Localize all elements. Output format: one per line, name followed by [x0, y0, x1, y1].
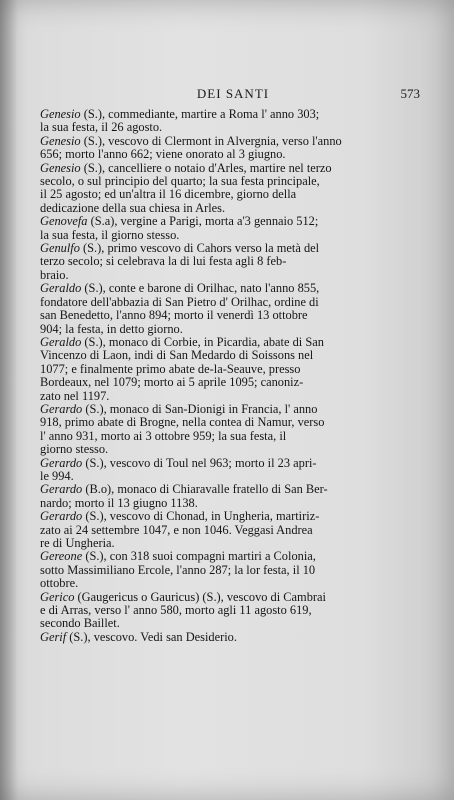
entry-heading: Gerico [40, 589, 75, 604]
entry-line [40, 388, 422, 403]
entry [40, 457, 422, 484]
entry-text: 1077; e finalmente primo abate de-la-Seauve, presso [40, 361, 301, 376]
entry [40, 336, 422, 403]
entry-heading: Genesio [40, 160, 81, 175]
entry-text: (B.o), monaco di Chiaravalle fratello di San Ber- [85, 482, 328, 497]
entry-line [40, 509, 422, 524]
entry-text: Vincenzo di Laon, indi di San Medardo di Soissons nel [40, 348, 314, 363]
entry-text: (S.), monaco di San-Dionigi in Francia, l' anno [85, 401, 318, 416]
entry-text: (S.), monaco di Corbie, in Picardia, abate di San [84, 334, 324, 349]
entry-line [40, 576, 422, 591]
entry-text: san Benedetto, l'anno 894; morto il venerdì 13 ottobre [40, 308, 308, 323]
entry-line [40, 455, 422, 470]
entry-text: (Gaugericus o Gauricus) (S.), vescovo di Cambrai [77, 589, 326, 604]
page-number: 573 [400, 86, 420, 101]
entry [40, 550, 422, 590]
entry-line [40, 267, 422, 282]
entry-line [40, 603, 422, 618]
entry [40, 510, 422, 550]
entry-heading: Gerardo [40, 482, 83, 497]
entry-text: l' anno 931, morto ai 3 ottobre 959; la sua festa, il [40, 428, 287, 443]
entry-heading: Gerif [40, 629, 67, 644]
entry [40, 215, 422, 242]
entry [40, 631, 422, 644]
entry-heading: Gerardo [40, 455, 83, 470]
entry-line [40, 428, 422, 443]
entry-heading: Genesio [40, 133, 81, 148]
entry-heading: Genulfo [40, 241, 80, 256]
entry-text: zato nel 1197. [40, 388, 110, 403]
entry-text: secolo, o sul principio del quarto; la sua festa principale, [40, 174, 320, 189]
entry-line [40, 348, 422, 363]
entry-text: ottobre. [40, 576, 79, 591]
entry-text: giorno stesso. [40, 442, 109, 457]
entry-heading: Geraldo [40, 281, 82, 296]
entry [40, 162, 422, 216]
entry-line [40, 629, 422, 644]
entry-text: (S.), vescovo di Toul nel 963; morto il 23 apri- [85, 455, 317, 470]
entry-line [40, 334, 422, 349]
entry-line [40, 133, 422, 148]
entry-heading: Gerardo [40, 401, 83, 416]
entry-text: Bordeaux, nel 1079; morto ai 5 aprile 1095; canoniz- [40, 375, 304, 390]
entry-text: re di Ungheria. [40, 536, 115, 550]
entry-line [40, 442, 422, 457]
entry-text: (S.), primo vescovo di Cahors verso la metà del [83, 241, 320, 256]
entry-text: (S.), vescovo di Clermont in Alvergnia, verso l'anno [83, 133, 342, 148]
entry-text: la sua festa, il 26 agosto. [40, 120, 163, 135]
entry [40, 483, 422, 510]
entry-text: fondatore dell'abbazia di San Pietro d' Orilhac, ordine di [40, 294, 319, 309]
entry-text: sotto Massimiliano Ercole, l'anno 287; la lor festa, il 10 [40, 562, 316, 577]
entry-text: braio. [40, 267, 69, 282]
entry-line [40, 120, 422, 135]
entry-text: (S.), vescovo di Chonad, in Ungheria, martiriz- [85, 509, 320, 524]
entry-heading: Geraldo [40, 334, 82, 349]
entry-text: (S.), con 318 suoi compagni martiri a Colonia, [85, 549, 316, 564]
entry-heading: Gereone [40, 549, 83, 564]
entries-list [40, 108, 422, 644]
entry-line [40, 214, 422, 229]
entry-text: il 25 agosto; ed un'altra il 16 dicembre, giorno della [40, 187, 297, 202]
entry-heading: Gerardo [40, 509, 83, 524]
entry [40, 282, 422, 336]
entry-line [40, 616, 422, 631]
entry [40, 135, 422, 162]
entry-text: (S.), vescovo. Vedi san Desiderio. [69, 629, 237, 644]
entry-heading: Genesio [40, 107, 81, 121]
entry-line [40, 375, 422, 390]
entry-text: 904; la festa, in detto giorno. [40, 321, 183, 336]
entry-line [40, 200, 422, 215]
entry-line [40, 536, 422, 550]
running-header [40, 86, 426, 102]
entry-line [40, 401, 422, 416]
entry [40, 242, 422, 282]
entry-line [40, 482, 422, 497]
entry-line [40, 227, 422, 242]
entry-text: le 994. [40, 468, 74, 483]
entry-text: la sua festa, il giorno stesso. [40, 227, 180, 242]
entry-text: 918, primo abate di Brogne, nella contea di Namur, verso [40, 415, 325, 430]
entry-line [40, 361, 422, 376]
entry [40, 403, 422, 457]
entry-line [40, 241, 422, 256]
entry [40, 591, 422, 631]
entry-line [40, 254, 422, 269]
entry-line [40, 468, 422, 483]
entry-line [40, 107, 422, 121]
entry-line [40, 415, 422, 430]
entry-line [40, 522, 422, 537]
entry-line [40, 187, 422, 202]
entry-text: 656; morto l'anno 662; viene onorato al 3 giugno. [40, 147, 286, 162]
entry-text: dedicazione della sua chiesa in Arles. [40, 200, 226, 215]
entry [40, 108, 422, 135]
entry-text: nardo; morto il 13 giugno 1138. [40, 495, 198, 510]
entry-line [40, 294, 422, 309]
entry-line [40, 160, 422, 175]
entry-text: (S.), cancelliere o notaio d'Arles, martire nel terzo [83, 160, 332, 175]
entry-line [40, 281, 422, 296]
entry-text: (S.), commediante, martire a Roma l' anno 303; [83, 107, 320, 121]
entry-text: secondo Baillet. [40, 616, 120, 631]
entry-line [40, 589, 422, 604]
entry-text: terzo secolo; si celebrava la di lui festa agli 8 feb- [40, 254, 287, 269]
entry-line [40, 549, 422, 564]
entry-text: e di Arras, verso l' anno 580, morto agli 11 agosto 619, [40, 603, 312, 618]
entry-text: zato ai 24 settembre 1047, e non 1046. Veggasi Andrea [40, 522, 313, 537]
entry-heading: Genovefa [40, 214, 88, 229]
entry-text: (S.), conte e barone di Orilhac, nato l'anno 855, [84, 281, 320, 296]
entry-text: (S.a), vergine a Parigi, morta a'3 gennaio 512; [90, 214, 319, 229]
entry-line [40, 562, 422, 577]
entry-line [40, 147, 422, 162]
entry-line [40, 308, 422, 323]
entry-line [40, 495, 422, 510]
entry-line [40, 321, 422, 336]
entry-line [40, 174, 422, 189]
running-title: DEI SANTI [196, 86, 270, 101]
